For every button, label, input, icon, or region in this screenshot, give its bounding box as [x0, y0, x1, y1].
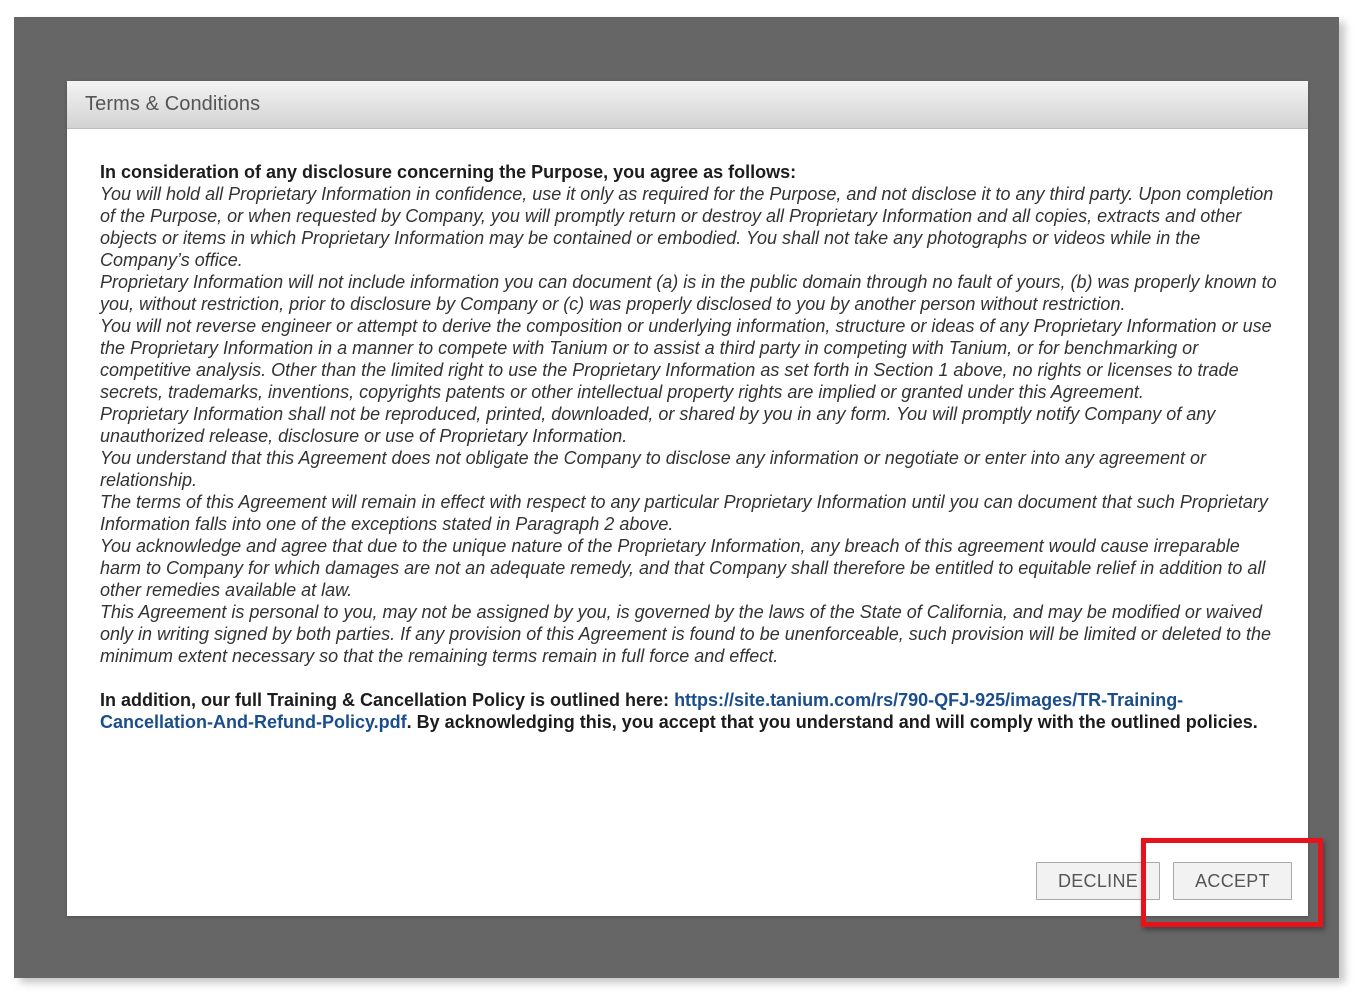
policy-prefix: In addition, our full Training & Cancellation Policy is outlined here:	[100, 690, 675, 710]
accept-button[interactable]: ACCEPT	[1173, 862, 1292, 900]
terms-clause: The terms of this Agreement will remain in effect with respect to any particular Proprietary Information until you can document that such Proprietary Information falls into one of the exceptions stated in Paragraph 2 above.	[100, 492, 1268, 534]
terms-clause: Proprietary Information shall not be reproduced, printed, downloaded, or shared by you in any form. You will promptly notify Company of any unauthorized release, disclosure or use of Proprietary Information.	[100, 404, 1216, 446]
terms-clause: You understand that this Agreement does not obligate the Company to disclose any information or negotiate or enter into any agreement or relationship.	[100, 448, 1207, 490]
dialog-header	[67, 81, 1308, 129]
terms-clause: You acknowledge and agree that due to the unique nature of the Proprietary Information, any breach of this agreement would cause irreparable harm to Company for which damages are not an adequate remedy, and that Company shall therefore be entitled to equitable relief in addition to all other remedies available at law.	[100, 536, 1266, 600]
terms-intro: In consideration of any disclosure concerning the Purpose, you agree as follows:	[100, 162, 797, 182]
policy-statement	[100, 689, 1280, 733]
terms-clause: You will not reverse engineer or attempt to derive the composition or underlying information, structure or ideas of any Proprietary Information or use the Proprietary Information in a manner to compete with Tanium or to assist a third party in competing with Tanium, or for benchmarking or competitive analysis. Other than the limited right to use the Proprietary Information as set forth in Section 1 above, no rights or licenses to trade secrets, trademarks, inventions, copyrights patents or other intellectual property rights are implied or granted under this Agreement.	[100, 316, 1272, 402]
dialog-title: Terms & Conditions	[85, 93, 261, 115]
terms-clause: You will hold all Proprietary Information in confidence, use it only as required for the Purpose, and not disclose it to any third party. Upon completion of the Purpose, or when requested by Company, you will promptly return or destroy all Proprietary Information and all copies, extracts and other objects or items in which Proprietary Information may be contained or embodied. You shall not take any photographs or videos while in the Company’s office.	[100, 184, 1274, 270]
terms-clause: This Agreement is personal to you, may not be assigned by you, is governed by the laws of the State of California, and may be modified or waived only in writing signed by both parties. If any provision of this Agreement is found to be unenforceable, such provision will be limited or deleted to the minimum extent necessary so that the remaining terms remain in full force and effect.	[100, 602, 1271, 666]
terms-dialog	[67, 81, 1308, 916]
policy-link[interactable]: https://site.tanium.com/rs/790-QFJ-925/images/TR-Training-Cancellation-And-Refund-Policy.pdf	[100, 690, 1184, 732]
terms-clause: Proprietary Information will not include information you can document (a) is in the public domain through no fault of yours, (b) was properly known to you, without restriction, prior to disclosure by Company or (c) was properly disclosed to you by another person without restriction.	[100, 272, 1277, 314]
policy-suffix: . By acknowledging this, you accept that you understand and will comply with the outlined policies.	[406, 712, 1258, 732]
dialog-body	[100, 161, 1280, 733]
decline-button[interactable]: DECLINE	[1036, 862, 1160, 900]
accept-highlight-box	[1141, 838, 1323, 927]
